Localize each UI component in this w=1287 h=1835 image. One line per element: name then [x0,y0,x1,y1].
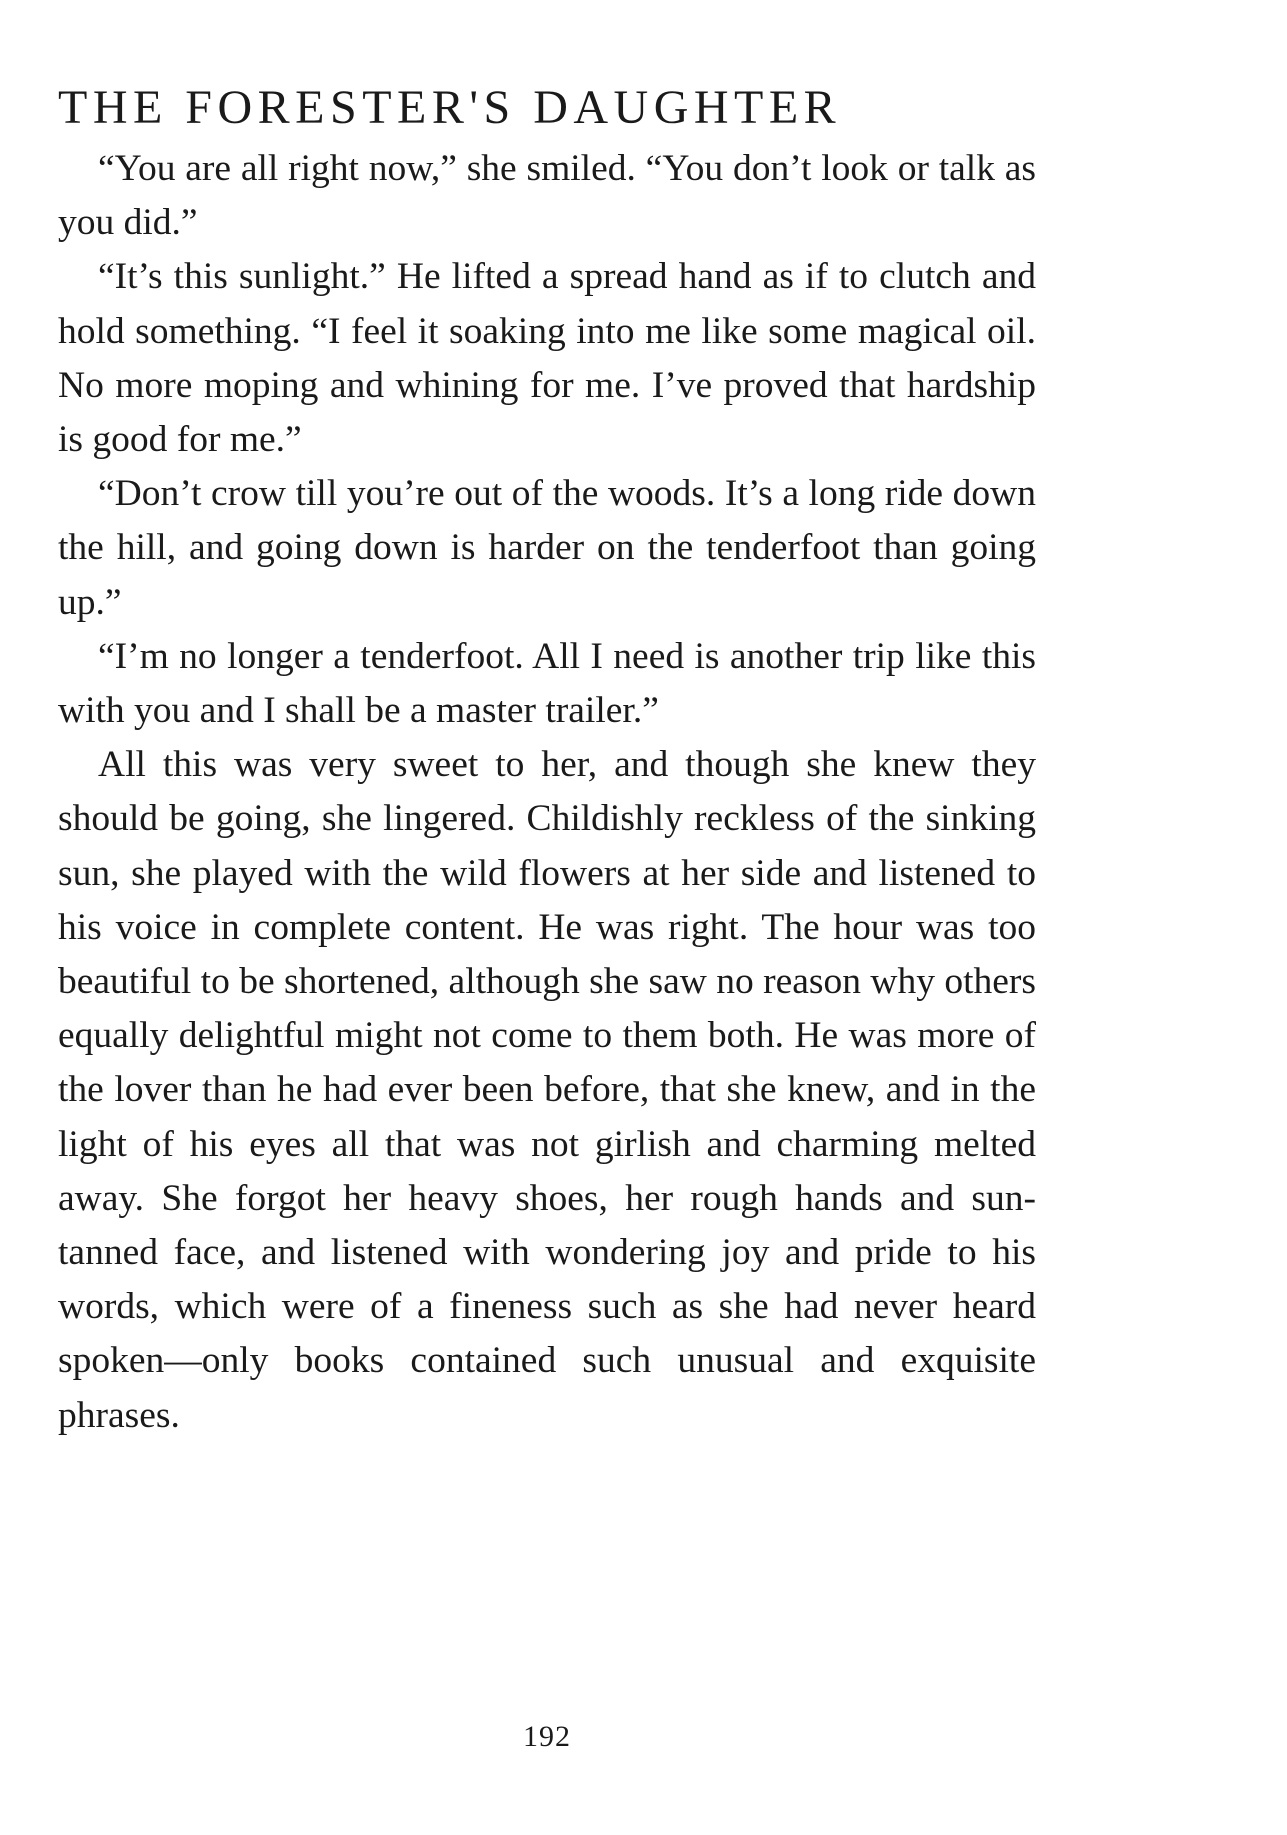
paragraph: “Don’t crow till you’re out of the woods. It’s a long ride down the hill, and going down is harder on the tenderfoot than going up.” [58,473,1036,623]
paragraph: “You are all right now,” she smiled. “You don’t look or talk as you did.” [58,148,1036,244]
paragraph: “I’m no longer a tenderfoot. All I need is another trip like this with you and I shall be a master trailer.” [58,635,1036,732]
book-page [58,80,1036,1800]
paragraph: All this was very sweet to her, and though she knew they should be going, she lingered. Childishly reckless of the sinking sun, she played with the wild flowers at her side and listened to his voice in complete content. He was right. The hour was too beautiful to be shortened, although she saw no reason why others equally delightful might not come to them both. He was more of the lover than he had ever been before, that she knew, and in the light of his eyes all that was not girlish and charming melted away. She forgot her heavy shoes, her rough hands and sun-tanned face, and listened with wondering joy and pride to his words, which were of a fineness such as she had never heard spoken—only books contained such unusual and exquisite phrases. [58,744,1036,1436]
paragraph: “It’s this sunlight.” He lifted a spread hand as if to clutch and hold something. “I feel it soaking into me like some magical oil. No more moping and whining for me. I’ve proved that hardship is good for me.” [58,256,1036,461]
running-head: THE FORESTER'S DAUGHTER [58,81,842,134]
page-number: 192 [523,1720,571,1753]
body-text [58,142,1036,1443]
